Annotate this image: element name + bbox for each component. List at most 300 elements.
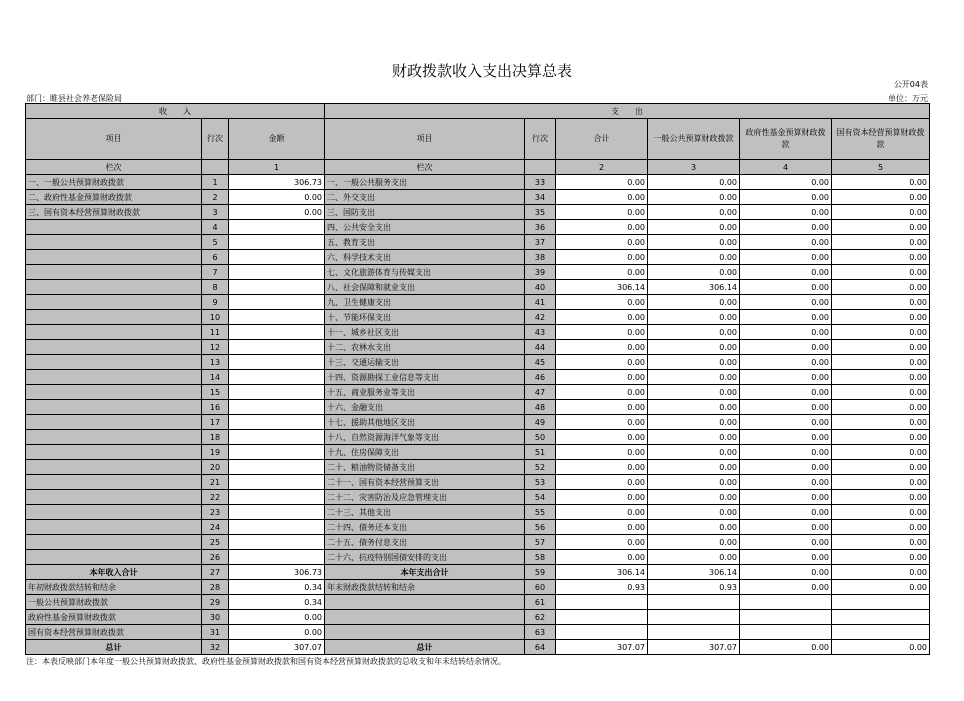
fund-budget-amount bbox=[740, 625, 832, 640]
income-amount bbox=[229, 550, 325, 565]
income-rownum: 29 bbox=[202, 595, 229, 610]
expense-rownum: 62 bbox=[525, 610, 556, 625]
general-budget-amount: 0.00 bbox=[648, 235, 740, 250]
income-item: 二、政府性基金预算财政拨款 bbox=[26, 190, 202, 205]
expense-rownum: 44 bbox=[525, 340, 556, 355]
fund-budget-amount: 0.00 bbox=[740, 580, 832, 595]
income-amount: 306.73 bbox=[229, 175, 325, 190]
income-amount bbox=[229, 220, 325, 235]
income-rownum: 6 bbox=[202, 250, 229, 265]
income-col-blank bbox=[202, 160, 229, 175]
expense-item: 二十二、灾害防治及应急管理支出 bbox=[325, 490, 525, 505]
total-amount: 0.00 bbox=[556, 535, 648, 550]
income-rownum: 28 bbox=[202, 580, 229, 595]
table-row bbox=[26, 625, 930, 640]
income-item bbox=[26, 520, 202, 535]
state-capital-amount: 0.00 bbox=[832, 325, 930, 340]
state-capital-amount bbox=[832, 610, 930, 625]
expense-rownum: 34 bbox=[525, 190, 556, 205]
section-header-row bbox=[26, 104, 930, 119]
expense-rownum: 57 bbox=[525, 535, 556, 550]
state-capital-amount: 0.00 bbox=[832, 580, 930, 595]
fund-budget-amount: 0.00 bbox=[740, 205, 832, 220]
column-number-row bbox=[26, 160, 930, 175]
income-amount bbox=[229, 475, 325, 490]
unit-label: 单位：万元 bbox=[888, 94, 928, 103]
fund-budget-amount: 0.00 bbox=[740, 325, 832, 340]
fund-budget-amount: 0.00 bbox=[740, 220, 832, 235]
expense-rownum: 40 bbox=[525, 280, 556, 295]
state-capital-amount: 0.00 bbox=[832, 190, 930, 205]
expense-rownum: 37 bbox=[525, 235, 556, 250]
income-rownum: 27 bbox=[202, 565, 229, 580]
total-header: 合计 bbox=[556, 119, 648, 160]
table-row bbox=[26, 190, 930, 205]
income-item bbox=[26, 505, 202, 520]
expense-rownum: 53 bbox=[525, 475, 556, 490]
total-amount: 0.93 bbox=[556, 580, 648, 595]
expense-item: 八、社会保障和就业支出 bbox=[325, 280, 525, 295]
expense-item: 四、公共安全支出 bbox=[325, 220, 525, 235]
state-capital-amount: 0.00 bbox=[832, 640, 930, 655]
expense-rownum: 58 bbox=[525, 550, 556, 565]
fund-budget-amount: 0.00 bbox=[740, 355, 832, 370]
income-col-label: 栏次 bbox=[26, 160, 202, 175]
table-row bbox=[26, 340, 930, 355]
expense-item: 年末财政拨款结转和结余 bbox=[325, 580, 525, 595]
expense-item: 九、卫生健康支出 bbox=[325, 295, 525, 310]
total-amount bbox=[556, 625, 648, 640]
income-rownum: 31 bbox=[202, 625, 229, 640]
income-item bbox=[26, 310, 202, 325]
expense-rownum: 33 bbox=[525, 175, 556, 190]
general-budget-amount: 0.00 bbox=[648, 370, 740, 385]
general-budget-amount: 0.00 bbox=[648, 385, 740, 400]
income-amount bbox=[229, 505, 325, 520]
expense-rownum: 59 bbox=[525, 565, 556, 580]
fund-budget-header: 政府性基金预算财政拨款 bbox=[740, 119, 832, 160]
income-item bbox=[26, 340, 202, 355]
total-amount: 307.07 bbox=[556, 640, 648, 655]
expense-item: 二十一、国有资本经营预算支出 bbox=[325, 475, 525, 490]
table-row bbox=[26, 325, 930, 340]
income-item bbox=[26, 220, 202, 235]
income-amount bbox=[229, 340, 325, 355]
expense-rownum: 48 bbox=[525, 400, 556, 415]
table-row bbox=[26, 295, 930, 310]
fund-budget-amount: 0.00 bbox=[740, 250, 832, 265]
expense-item: 七、文化旅游体育与传媒支出 bbox=[325, 265, 525, 280]
income-item: 总计 bbox=[26, 640, 202, 655]
general-budget-amount: 0.00 bbox=[648, 490, 740, 505]
total-amount: 0.00 bbox=[556, 355, 648, 370]
total-amount: 0.00 bbox=[556, 385, 648, 400]
income-item bbox=[26, 430, 202, 445]
expense-item: 二十三、其他支出 bbox=[325, 505, 525, 520]
footnote: 注：本表反映部门本年度一般公共预算财政拨款、政府性基金预算财政拨款和国有资本经营预算财政拨款的总收支和年末结转结余情况。 bbox=[26, 657, 506, 666]
general-budget-amount: 0.00 bbox=[648, 175, 740, 190]
total-amount: 0.00 bbox=[556, 205, 648, 220]
fund-budget-amount: 0.00 bbox=[740, 370, 832, 385]
total-amount: 0.00 bbox=[556, 505, 648, 520]
total-amount: 306.14 bbox=[556, 280, 648, 295]
general-budget-amount: 0.00 bbox=[648, 520, 740, 535]
general-budget-amount: 0.00 bbox=[648, 310, 740, 325]
income-item bbox=[26, 475, 202, 490]
general-budget-amount: 0.93 bbox=[648, 580, 740, 595]
total-amount: 0.00 bbox=[556, 460, 648, 475]
general-budget-amount: 0.00 bbox=[648, 430, 740, 445]
general-budget-amount: 0.00 bbox=[648, 265, 740, 280]
income-amount bbox=[229, 310, 325, 325]
table-row bbox=[26, 505, 930, 520]
income-item: 一般公共预算财政拨款 bbox=[26, 595, 202, 610]
state-capital-amount: 0.00 bbox=[832, 520, 930, 535]
total-amount: 0.00 bbox=[556, 415, 648, 430]
general-budget-amount: 306.14 bbox=[648, 565, 740, 580]
income-item bbox=[26, 370, 202, 385]
income-rownum: 32 bbox=[202, 640, 229, 655]
expense-item: 三、国防支出 bbox=[325, 205, 525, 220]
general-budget-amount: 0.00 bbox=[648, 325, 740, 340]
general-budget-amount: 0.00 bbox=[648, 220, 740, 235]
expense-item: 二十四、债务还本支出 bbox=[325, 520, 525, 535]
income-rownum: 19 bbox=[202, 445, 229, 460]
expense-item: 二十五、债务付息支出 bbox=[325, 535, 525, 550]
state-capital-amount: 0.00 bbox=[832, 460, 930, 475]
expense-item: 总计 bbox=[325, 640, 525, 655]
state-capital-amount: 0.00 bbox=[832, 175, 930, 190]
income-item-header: 项目 bbox=[26, 119, 202, 160]
state-capital-amount: 0.00 bbox=[832, 400, 930, 415]
total-amount: 0.00 bbox=[556, 550, 648, 565]
total-amount: 0.00 bbox=[556, 265, 648, 280]
table-row bbox=[26, 415, 930, 430]
total-amount: 306.14 bbox=[556, 565, 648, 580]
income-item: 国有资本经营预算财政拨款 bbox=[26, 625, 202, 640]
income-amount bbox=[229, 370, 325, 385]
table-row bbox=[26, 220, 930, 235]
income-amount bbox=[229, 400, 325, 415]
state-capital-amount: 0.00 bbox=[832, 490, 930, 505]
expense-item: 二、外交支出 bbox=[325, 190, 525, 205]
fund-budget-amount: 0.00 bbox=[740, 295, 832, 310]
total-amount: 0.00 bbox=[556, 430, 648, 445]
income-item bbox=[26, 280, 202, 295]
table-row bbox=[26, 310, 930, 325]
income-amount bbox=[229, 430, 325, 445]
income-amount: 0.00 bbox=[229, 190, 325, 205]
income-item: 三、国有资本经营预算财政拨款 bbox=[26, 205, 202, 220]
expense-col-blank bbox=[525, 160, 556, 175]
income-rownum: 1 bbox=[202, 175, 229, 190]
general-budget-amount bbox=[648, 625, 740, 640]
income-item bbox=[26, 250, 202, 265]
fund-budget-amount: 0.00 bbox=[740, 430, 832, 445]
expense-rownum: 36 bbox=[525, 220, 556, 235]
income-item bbox=[26, 400, 202, 415]
income-amount bbox=[229, 490, 325, 505]
total-amount: 0.00 bbox=[556, 520, 648, 535]
form-number: 公开04表 bbox=[893, 80, 928, 89]
income-rownum-header: 行次 bbox=[202, 119, 229, 160]
total-amount: 0.00 bbox=[556, 475, 648, 490]
general-budget-header: 一般公共预算财政拨款 bbox=[648, 119, 740, 160]
income-rownum: 15 bbox=[202, 385, 229, 400]
income-rownum: 18 bbox=[202, 430, 229, 445]
income-amount: 0.34 bbox=[229, 595, 325, 610]
total-amount: 0.00 bbox=[556, 445, 648, 460]
income-item: 一、一般公共预算财政拨款 bbox=[26, 175, 202, 190]
income-rownum: 9 bbox=[202, 295, 229, 310]
fund-budget-amount: 0.00 bbox=[740, 175, 832, 190]
general-budget-amount: 0.00 bbox=[648, 190, 740, 205]
income-amount bbox=[229, 265, 325, 280]
expense-item: 二十、粮油物资储备支出 bbox=[325, 460, 525, 475]
expense-rownum: 39 bbox=[525, 265, 556, 280]
table-row bbox=[26, 235, 930, 250]
state-capital-amount: 0.00 bbox=[832, 445, 930, 460]
fund-budget-amount: 0.00 bbox=[740, 475, 832, 490]
table-row bbox=[26, 355, 930, 370]
expense-item: 十七、援助其他地区支出 bbox=[325, 415, 525, 430]
expense-rownum: 42 bbox=[525, 310, 556, 325]
fund-budget-amount: 0.00 bbox=[740, 280, 832, 295]
general-budget-amount: 0.00 bbox=[648, 415, 740, 430]
income-amount bbox=[229, 295, 325, 310]
income-amount: 0.00 bbox=[229, 625, 325, 640]
fund-budget-amount: 0.00 bbox=[740, 535, 832, 550]
total-amount: 0.00 bbox=[556, 190, 648, 205]
table-row bbox=[26, 280, 930, 295]
income-item bbox=[26, 265, 202, 280]
income-rownum: 16 bbox=[202, 400, 229, 415]
total-amount: 0.00 bbox=[556, 325, 648, 340]
income-rownum: 13 bbox=[202, 355, 229, 370]
income-item bbox=[26, 535, 202, 550]
state-capital-amount: 0.00 bbox=[832, 430, 930, 445]
income-item: 政府性基金预算财政拨款 bbox=[26, 610, 202, 625]
income-amount bbox=[229, 535, 325, 550]
expense-rownum: 51 bbox=[525, 445, 556, 460]
income-item bbox=[26, 550, 202, 565]
table-row bbox=[26, 265, 930, 280]
income-rownum: 22 bbox=[202, 490, 229, 505]
state-capital-amount: 0.00 bbox=[832, 565, 930, 580]
expense-rownum: 50 bbox=[525, 430, 556, 445]
total-amount: 0.00 bbox=[556, 175, 648, 190]
income-rownum: 3 bbox=[202, 205, 229, 220]
fund-budget-amount: 0.00 bbox=[740, 460, 832, 475]
table-row bbox=[26, 370, 930, 385]
state-capital-amount: 0.00 bbox=[832, 295, 930, 310]
income-rownum: 10 bbox=[202, 310, 229, 325]
general-budget-amount: 0.00 bbox=[648, 535, 740, 550]
page-title: 财政拨款收入支出决算总表 bbox=[391, 62, 572, 80]
expense-rownum: 61 bbox=[525, 595, 556, 610]
table-row bbox=[26, 490, 930, 505]
fund-budget-amount: 0.00 bbox=[740, 415, 832, 430]
income-rownum: 23 bbox=[202, 505, 229, 520]
income-amount: 0.34 bbox=[229, 580, 325, 595]
table-row bbox=[26, 580, 930, 595]
income-amount bbox=[229, 325, 325, 340]
expense-item: 十一、城乡社区支出 bbox=[325, 325, 525, 340]
income-item: 年初财政拨款结转和结余 bbox=[26, 580, 202, 595]
income-item bbox=[26, 415, 202, 430]
expense-rownum: 52 bbox=[525, 460, 556, 475]
expense-rownum: 60 bbox=[525, 580, 556, 595]
total-amount: 0.00 bbox=[556, 400, 648, 415]
income-amount bbox=[229, 460, 325, 475]
table-row bbox=[26, 535, 930, 550]
expense-rownum: 38 bbox=[525, 250, 556, 265]
expense-item: 五、教育支出 bbox=[325, 235, 525, 250]
expense-item: 十九、住房保障支出 bbox=[325, 445, 525, 460]
state-capital-amount: 0.00 bbox=[832, 550, 930, 565]
income-item bbox=[26, 385, 202, 400]
state-capital-amount: 0.00 bbox=[832, 280, 930, 295]
income-amount bbox=[229, 280, 325, 295]
expense-rownum: 63 bbox=[525, 625, 556, 640]
income-amount: 306.73 bbox=[229, 565, 325, 580]
state-capital-amount: 0.00 bbox=[832, 370, 930, 385]
expense-rownum: 45 bbox=[525, 355, 556, 370]
table-row bbox=[26, 475, 930, 490]
total-amount: 0.00 bbox=[556, 295, 648, 310]
income-item bbox=[26, 445, 202, 460]
total-amount bbox=[556, 610, 648, 625]
fund-budget-amount: 0.00 bbox=[740, 385, 832, 400]
table-row bbox=[26, 250, 930, 265]
income-item bbox=[26, 460, 202, 475]
department-label: 部门：睢县社会养老保险局 bbox=[26, 94, 122, 103]
income-rownum: 4 bbox=[202, 220, 229, 235]
table-row bbox=[26, 175, 930, 190]
general-budget-amount: 306.14 bbox=[648, 280, 740, 295]
expense-item: 十、节能环保支出 bbox=[325, 310, 525, 325]
general-budget-amount: 0.00 bbox=[648, 505, 740, 520]
general-budget-amount: 0.00 bbox=[648, 400, 740, 415]
income-item bbox=[26, 355, 202, 370]
fund-budget-amount: 0.00 bbox=[740, 235, 832, 250]
income-amount bbox=[229, 445, 325, 460]
total-amount: 0.00 bbox=[556, 370, 648, 385]
expense-rownum: 43 bbox=[525, 325, 556, 340]
expense-item: 十六、金融支出 bbox=[325, 400, 525, 415]
income-rownum: 5 bbox=[202, 235, 229, 250]
table-row bbox=[26, 385, 930, 400]
income-rownum: 14 bbox=[202, 370, 229, 385]
expense-section-header: 支 出 bbox=[325, 104, 930, 119]
expense-rownum: 56 bbox=[525, 520, 556, 535]
col-number-3: 3 bbox=[648, 160, 740, 175]
general-budget-amount: 0.00 bbox=[648, 445, 740, 460]
expense-item bbox=[325, 595, 525, 610]
total-amount: 0.00 bbox=[556, 310, 648, 325]
fund-budget-amount bbox=[740, 595, 832, 610]
income-amount bbox=[229, 235, 325, 250]
table-row bbox=[26, 550, 930, 565]
general-budget-amount bbox=[648, 595, 740, 610]
expense-item bbox=[325, 625, 525, 640]
fund-budget-amount: 0.00 bbox=[740, 190, 832, 205]
state-capital-amount: 0.00 bbox=[832, 235, 930, 250]
expense-rownum: 55 bbox=[525, 505, 556, 520]
income-amount-header: 金额 bbox=[229, 119, 325, 160]
income-rownum: 26 bbox=[202, 550, 229, 565]
income-amount bbox=[229, 355, 325, 370]
expense-rownum: 47 bbox=[525, 385, 556, 400]
income-rownum: 25 bbox=[202, 535, 229, 550]
income-amount: 307.07 bbox=[229, 640, 325, 655]
income-amount bbox=[229, 520, 325, 535]
expense-item: 六、科学技术支出 bbox=[325, 250, 525, 265]
expense-col-label: 栏次 bbox=[325, 160, 525, 175]
state-capital-amount: 0.00 bbox=[832, 250, 930, 265]
expense-rownum: 41 bbox=[525, 295, 556, 310]
income-amount: 0.00 bbox=[229, 205, 325, 220]
table-row bbox=[26, 610, 930, 625]
col-number-4: 4 bbox=[740, 160, 832, 175]
income-item: 本年收入合计 bbox=[26, 565, 202, 580]
fund-budget-amount: 0.00 bbox=[740, 445, 832, 460]
table-row bbox=[26, 640, 930, 655]
table-row bbox=[26, 460, 930, 475]
expense-rownum: 54 bbox=[525, 490, 556, 505]
fund-budget-amount: 0.00 bbox=[740, 310, 832, 325]
state-capital-amount: 0.00 bbox=[832, 415, 930, 430]
expense-item: 十八、自然资源海洋气象等支出 bbox=[325, 430, 525, 445]
state-capital-header: 国有资本经营预算财政拨款 bbox=[832, 119, 930, 160]
fund-budget-amount: 0.00 bbox=[740, 520, 832, 535]
table-row bbox=[26, 400, 930, 415]
state-capital-amount: 0.00 bbox=[832, 220, 930, 235]
income-rownum: 21 bbox=[202, 475, 229, 490]
expense-item bbox=[325, 610, 525, 625]
expense-rownum: 46 bbox=[525, 370, 556, 385]
expense-item: 一、一般公共服务支出 bbox=[325, 175, 525, 190]
fund-budget-amount: 0.00 bbox=[740, 565, 832, 580]
income-rownum: 12 bbox=[202, 340, 229, 355]
total-amount: 0.00 bbox=[556, 340, 648, 355]
expense-rownum-header: 行次 bbox=[525, 119, 556, 160]
general-budget-amount bbox=[648, 610, 740, 625]
fund-budget-amount: 0.00 bbox=[740, 400, 832, 415]
general-budget-amount: 0.00 bbox=[648, 205, 740, 220]
expense-item: 本年支出合计 bbox=[325, 565, 525, 580]
table-row bbox=[26, 595, 930, 610]
general-budget-amount: 0.00 bbox=[648, 460, 740, 475]
general-budget-amount: 0.00 bbox=[648, 550, 740, 565]
income-rownum: 24 bbox=[202, 520, 229, 535]
total-amount: 0.00 bbox=[556, 490, 648, 505]
state-capital-amount bbox=[832, 595, 930, 610]
fiscal-summary-table bbox=[25, 103, 930, 655]
state-capital-amount: 0.00 bbox=[832, 265, 930, 280]
expense-item: 十五、商业服务业等支出 bbox=[325, 385, 525, 400]
state-capital-amount: 0.00 bbox=[832, 310, 930, 325]
fund-budget-amount: 0.00 bbox=[740, 640, 832, 655]
income-item bbox=[26, 325, 202, 340]
income-item bbox=[26, 490, 202, 505]
total-amount bbox=[556, 595, 648, 610]
income-amount bbox=[229, 415, 325, 430]
expense-rownum: 64 bbox=[525, 640, 556, 655]
table-row bbox=[26, 565, 930, 580]
col-number-5: 5 bbox=[832, 160, 930, 175]
income-rownum: 20 bbox=[202, 460, 229, 475]
